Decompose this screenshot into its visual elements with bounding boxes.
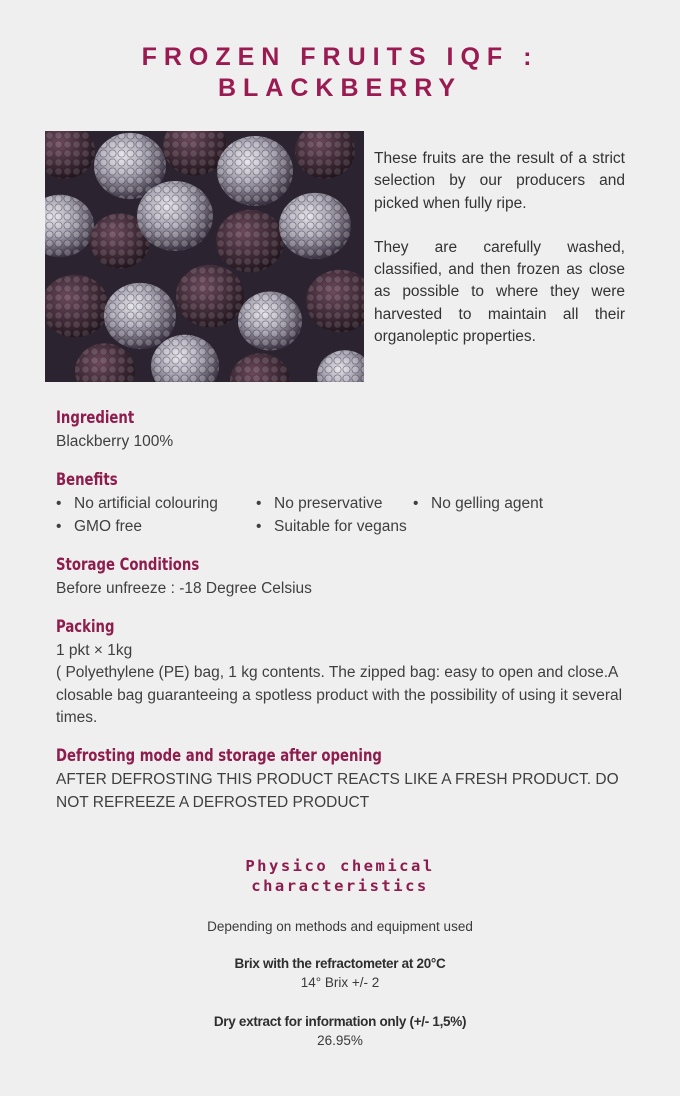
defrost-text: AFTER DEFROSTING THIS PRODUCT REACTS LIKE A FRESH PRODUCT. DO NOT REFREEZE A DEFROSTED PRODUCT bbox=[56, 771, 619, 811]
title-line-1: FROZEN FRUITS IQF : bbox=[141, 43, 539, 71]
dry-extract-label: Dry extract for information only (+/- 1,5%) bbox=[213, 1014, 467, 1029]
berry-shape bbox=[104, 283, 176, 349]
ingredient-text: Blackberry 100% bbox=[56, 433, 174, 450]
physico-subtitle: Depending on methods and equipment used bbox=[207, 919, 473, 934]
dry-extract-item bbox=[0, 1012, 680, 1050]
ingredient-heading: Ingredient bbox=[56, 408, 135, 428]
berry-shape bbox=[279, 193, 351, 259]
physico-heading-line-2: characteristics bbox=[251, 877, 429, 895]
page-title bbox=[0, 42, 680, 104]
packing-quantity: 1 pkt × 1kg bbox=[56, 642, 133, 660]
berry-shape bbox=[216, 210, 284, 273]
brix-item bbox=[0, 954, 680, 992]
product-details bbox=[56, 406, 636, 829]
packing-description: ( Polyethylene (PE) bag, 1 kg contents. The zipped bag: easy to open and close.A closable bag guaranteeing a spotless product with the possibility of using it several times. bbox=[56, 664, 623, 727]
blackberry-photo bbox=[45, 131, 364, 382]
intro-paragraph-1: These fruits are the result of a strict selection by our producers and picked when fully ripe. bbox=[374, 150, 625, 212]
benefit-item: • Suitable for vegans bbox=[256, 516, 413, 538]
packing-section bbox=[56, 615, 636, 729]
berry-shape bbox=[217, 136, 293, 206]
storage-heading: Storage Conditions bbox=[56, 554, 200, 575]
berry-shape bbox=[137, 181, 213, 251]
physico-heading-line-1: Physico chemical bbox=[245, 857, 435, 875]
storage-text: Before unfreeze : -18 Degree Celsius bbox=[56, 579, 312, 597]
storage-section bbox=[56, 553, 636, 600]
brix-value: 14° Brix +/- 2 bbox=[300, 975, 380, 990]
benefits-list bbox=[56, 493, 636, 538]
dry-extract-value: 26.95% bbox=[317, 1033, 363, 1048]
benefits-section bbox=[56, 468, 636, 538]
ingredient-section bbox=[56, 406, 636, 453]
intro-text bbox=[374, 148, 625, 348]
benefit-item: • No artificial colouring bbox=[56, 493, 256, 515]
packing-heading: Packing bbox=[56, 617, 115, 638]
physico-chemical-section bbox=[0, 856, 680, 1050]
brix-label: Brix with the refractometer at 20°C bbox=[234, 956, 446, 971]
berry-shape bbox=[176, 265, 244, 328]
defrost-section bbox=[56, 744, 636, 814]
benefit-item: • No gelling agent bbox=[413, 493, 583, 515]
benefit-item: • No preservative bbox=[256, 493, 413, 515]
benefit-item: • GMO free bbox=[56, 516, 256, 538]
berry-shape bbox=[238, 292, 302, 351]
title-line-2: BLACKBERRY bbox=[217, 74, 463, 102]
benefits-heading: Benefits bbox=[56, 470, 118, 491]
defrost-heading: Defrosting mode and storage after opening bbox=[56, 746, 382, 767]
blackberry-photo-drawing bbox=[45, 131, 364, 382]
intro-paragraph-2: They are carefully washed, classified, and then frozen as close as possible to where they were harvested to maintain all their organoleptic properties. bbox=[374, 238, 625, 346]
